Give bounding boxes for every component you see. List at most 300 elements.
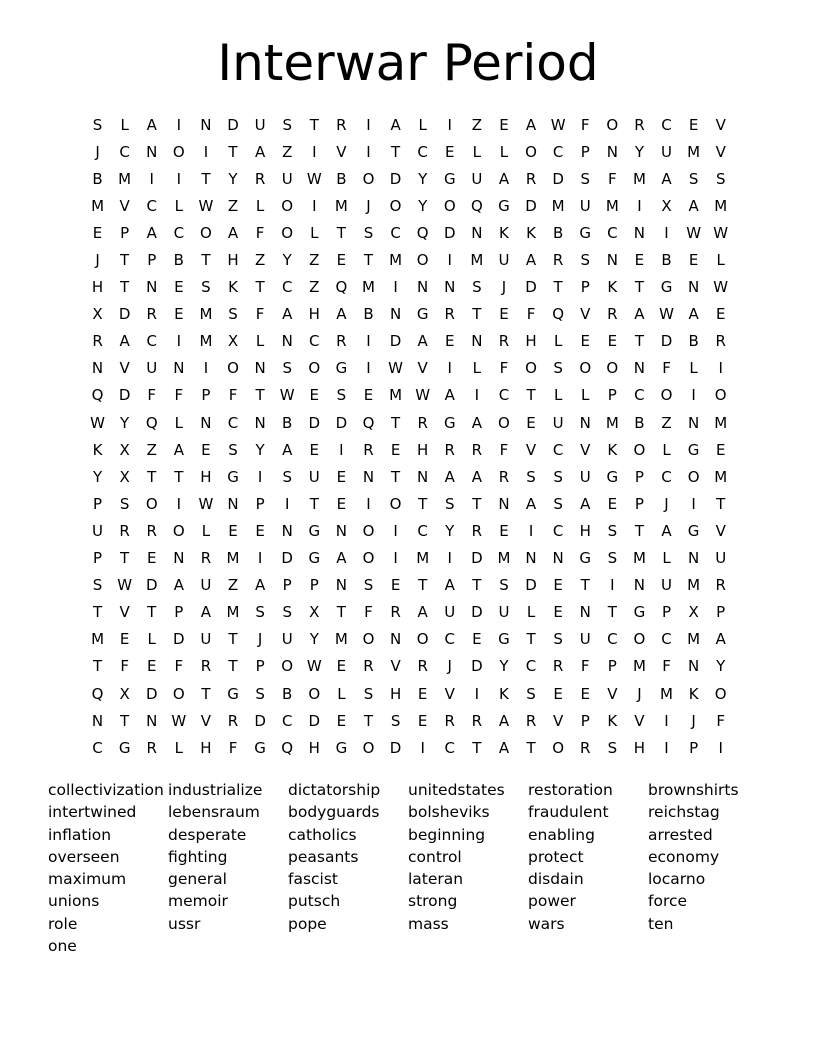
grid-letter: A	[336, 549, 347, 568]
grid-letter: E	[553, 576, 563, 595]
grid-letter: P	[689, 738, 699, 757]
grid-letter: T	[580, 576, 590, 595]
grid-letter: G	[443, 169, 456, 188]
grid-letter: T	[634, 332, 644, 351]
grid-letter: C	[444, 630, 455, 649]
grid-letter: P	[607, 657, 617, 676]
grid-letter: N	[633, 576, 646, 595]
word-list-item: beginning	[408, 825, 486, 844]
grid-letter: F	[228, 386, 238, 405]
grid-letter: N	[687, 413, 700, 432]
word-list-item: industrialize	[168, 781, 263, 799]
grid-letter: X	[92, 305, 103, 324]
grid-letter: D	[389, 169, 402, 188]
grid-letter: E	[146, 657, 157, 676]
grid-letter: O	[172, 142, 185, 161]
grid-letter: N	[389, 305, 402, 324]
grid-letter: L	[553, 332, 563, 351]
word-list-item: collectivization	[48, 781, 164, 799]
grid-letter: C	[661, 115, 672, 134]
grid-letter: N	[91, 711, 104, 730]
grid-letter: U	[579, 630, 591, 649]
grid-letter: B	[688, 332, 699, 351]
grid-letter: T	[418, 494, 428, 513]
grid-letter: A	[525, 115, 537, 134]
grid-letter: G	[254, 738, 266, 757]
grid-letter: N	[687, 657, 700, 676]
grid-letter: D	[227, 115, 239, 134]
grid-letter: M	[416, 549, 430, 568]
grid-letter: O	[687, 467, 700, 486]
grid-letter: E	[526, 413, 536, 432]
grid-letter: F	[255, 223, 265, 242]
grid-letter: O	[281, 196, 294, 215]
grid-letter: M	[226, 603, 240, 622]
word-list-item: unions	[48, 892, 100, 911]
grid-letter: S	[472, 278, 482, 297]
grid-letter: D	[389, 738, 402, 757]
grid-letter: L	[716, 251, 725, 270]
grid-letter: S	[282, 115, 292, 134]
word-list-item: general	[168, 870, 227, 889]
grid-letter: O	[552, 738, 565, 757]
grid-letter: N	[389, 630, 402, 649]
grid-letter: S	[715, 169, 726, 188]
grid-letter: H	[91, 278, 104, 297]
grid-letter: T	[390, 142, 401, 161]
grid-letter: I	[664, 711, 669, 730]
grid-letter: D	[308, 711, 321, 730]
grid-letter: T	[201, 684, 211, 703]
grid-letter: B	[336, 169, 347, 188]
grid-letter: W	[90, 413, 105, 432]
grid-letter: V	[580, 440, 591, 459]
grid-letter: V	[715, 115, 726, 134]
grid-letter: V	[634, 711, 645, 730]
grid-letter: K	[526, 223, 536, 242]
grid-letter: C	[552, 142, 564, 161]
grid-letter: U	[498, 603, 510, 622]
grid-letter: S	[499, 576, 509, 595]
grid-letter: J	[664, 494, 669, 513]
grid-letter: A	[282, 305, 293, 324]
grid-letter: P	[255, 494, 265, 513]
word-list-item: lebensraum	[168, 803, 260, 822]
grid-letter: U	[498, 251, 510, 270]
grid-letter: G	[606, 467, 619, 486]
grid-letter: T	[255, 386, 265, 405]
grid-letter: W	[713, 278, 729, 297]
grid-letter: Z	[471, 115, 482, 134]
grid-letter: G	[660, 278, 673, 297]
grid-letter: M	[687, 576, 701, 595]
grid-letter: Y	[255, 440, 265, 459]
grid-letter: N	[471, 332, 483, 351]
word-list-item: bodyguards	[288, 803, 380, 822]
grid-letter: O	[308, 684, 321, 703]
grid-letter: B	[282, 413, 293, 432]
grid-letter: S	[445, 494, 455, 513]
grid-letter: D	[173, 630, 185, 649]
grid-letter: T	[174, 467, 184, 486]
grid-letter: F	[120, 657, 129, 676]
grid-letter: R	[254, 169, 266, 188]
word-list-item: ussr	[168, 914, 201, 933]
grid-letter: C	[607, 223, 618, 242]
page-title: Interwar Period	[217, 34, 599, 92]
grid-letter: U	[715, 549, 727, 568]
grid-letter: T	[363, 251, 374, 270]
grid-letter: D	[145, 576, 158, 595]
grid-letter: R	[336, 115, 347, 134]
grid-letter: A	[525, 494, 537, 513]
grid-letter: I	[447, 251, 452, 270]
grid-letter: A	[200, 603, 212, 622]
grid-letter: U	[471, 169, 483, 188]
grid-letter: T	[120, 549, 130, 568]
word-list-item: enabling	[528, 825, 595, 844]
grid-letter: C	[552, 440, 564, 459]
grid-letter: K	[607, 278, 618, 297]
grid-letter: O	[145, 494, 158, 513]
grid-letter: C	[661, 630, 672, 649]
word-list-item: disdain	[528, 870, 584, 889]
grid-letter: O	[498, 413, 510, 432]
grid-letter: L	[120, 115, 129, 134]
grid-letter: A	[498, 711, 510, 730]
grid-letter: T	[228, 630, 238, 649]
grid-letter: F	[174, 386, 184, 405]
grid-letter: P	[147, 251, 157, 270]
grid-letter: T	[472, 576, 482, 595]
grid-letter: S	[363, 684, 374, 703]
grid-letter: R	[444, 440, 455, 459]
grid-letter: L	[201, 521, 211, 540]
grid-letter: N	[687, 549, 700, 568]
grid-letter: E	[336, 467, 347, 486]
grid-letter: R	[552, 657, 564, 676]
letter-grid	[84, 111, 734, 761]
grid-letter: T	[716, 494, 726, 513]
grid-letter: R	[634, 115, 645, 134]
word-list-item: unitedstates	[408, 781, 505, 799]
grid-letter: F	[499, 440, 509, 459]
grid-letter: F	[174, 657, 184, 676]
grid-letter: M	[632, 549, 646, 568]
grid-letter: T	[472, 494, 482, 513]
grid-letter: M	[714, 196, 728, 215]
grid-letter: A	[227, 223, 239, 242]
grid-letter: Z	[282, 142, 293, 161]
grid-letter: P	[716, 603, 726, 622]
grid-letter: X	[119, 684, 130, 703]
grid-letter: O	[362, 630, 375, 649]
grid-letter: L	[581, 386, 590, 405]
grid-letter: C	[525, 657, 537, 676]
grid-letter: R	[363, 440, 374, 459]
grid-letter: S	[607, 521, 618, 540]
grid-letter: B	[634, 413, 645, 432]
grid-letter: R	[498, 332, 510, 351]
grid-letter: O	[660, 386, 673, 405]
grid-letter: G	[227, 467, 239, 486]
word-list-item: one	[48, 937, 77, 956]
grid-letter: C	[417, 521, 428, 540]
grid-letter: M	[687, 142, 701, 161]
grid-letter: D	[525, 576, 537, 595]
grid-letter: L	[689, 359, 698, 378]
grid-letter: T	[363, 711, 374, 730]
grid-letter: S	[526, 684, 536, 703]
grid-letter: U	[281, 169, 293, 188]
grid-letter: S	[580, 251, 590, 270]
grid-letter: R	[417, 657, 428, 676]
grid-letter: M	[714, 467, 728, 486]
grid-letter: V	[200, 711, 212, 730]
word-list-item: inflation	[48, 825, 112, 844]
grid-letter: L	[418, 115, 427, 134]
grid-letter: E	[499, 521, 509, 540]
grid-letter: O	[172, 684, 185, 703]
grid-letter: L	[310, 223, 319, 242]
grid-letter: A	[471, 413, 482, 432]
grid-letter: N	[444, 278, 456, 297]
grid-letter: U	[444, 603, 456, 622]
word-list	[48, 779, 768, 957]
grid-letter: R	[363, 657, 374, 676]
grid-letter: I	[176, 494, 182, 513]
grid-letter: R	[227, 711, 239, 730]
grid-letter: V	[444, 684, 455, 703]
grid-letter: T	[120, 711, 130, 730]
grid-letter: U	[661, 576, 672, 595]
grid-letter: F	[255, 305, 265, 324]
grid-letter: I	[366, 142, 371, 161]
grid-letter: U	[254, 115, 266, 134]
grid-letter: E	[174, 278, 184, 297]
grid-letter: G	[498, 196, 510, 215]
grid-letter: D	[145, 684, 158, 703]
grid-letter: R	[715, 576, 726, 595]
grid-letter: U	[579, 467, 591, 486]
grid-letter: O	[714, 386, 727, 405]
grid-letter: Z	[146, 440, 157, 459]
grid-letter: S	[553, 494, 563, 513]
grid-letter: A	[390, 115, 401, 134]
grid-letter: K	[228, 278, 238, 297]
grid-letter: C	[390, 223, 401, 242]
grid-letter: S	[92, 115, 103, 134]
grid-letter: Q	[362, 413, 375, 432]
grid-letter: J	[257, 630, 263, 649]
grid-letter: T	[526, 386, 536, 405]
grid-letter: G	[308, 521, 321, 540]
word-list-item: wars	[528, 914, 565, 933]
grid-letter: E	[92, 223, 103, 242]
grid-letter: Z	[309, 278, 320, 297]
grid-letter: S	[255, 603, 265, 622]
grid-letter: A	[417, 332, 428, 351]
grid-letter: N	[471, 223, 483, 242]
grid-letter: P	[174, 603, 184, 622]
grid-letter: Z	[309, 251, 320, 270]
grid-letter: N	[200, 115, 212, 134]
grid-letter: B	[552, 223, 564, 242]
grid-letter: Q	[552, 305, 565, 324]
grid-letter: C	[92, 738, 103, 757]
grid-letter: K	[688, 684, 699, 703]
grid-letter: G	[687, 521, 700, 540]
grid-letter: I	[447, 115, 452, 134]
grid-letter: E	[580, 684, 590, 703]
grid-letter: W	[388, 359, 403, 378]
grid-letter: M	[687, 630, 701, 649]
grid-letter: O	[362, 169, 375, 188]
grid-letter: K	[607, 711, 618, 730]
grid-letter: W	[686, 223, 702, 242]
grid-letter: V	[119, 196, 130, 215]
grid-letter: K	[92, 440, 103, 459]
word-list-item: role	[48, 914, 78, 933]
grid-letter: I	[447, 549, 452, 568]
grid-letter: O	[200, 223, 212, 242]
grid-letter: V	[119, 603, 130, 622]
grid-letter: M	[660, 684, 673, 703]
grid-letter: E	[417, 684, 428, 703]
grid-letter: Y	[120, 413, 130, 432]
grid-letter: X	[661, 196, 672, 215]
grid-letter: D	[118, 305, 131, 324]
grid-letter: M	[632, 169, 646, 188]
grid-letter: N	[254, 413, 266, 432]
grid-letter: G	[118, 738, 131, 757]
grid-letter: L	[174, 196, 183, 215]
grid-letter: R	[498, 467, 510, 486]
grid-letter: S	[607, 549, 618, 568]
grid-letter: I	[420, 738, 425, 757]
grid-letter: E	[634, 251, 645, 270]
grid-letter: Y	[445, 521, 455, 540]
grid-letter: M	[226, 549, 240, 568]
grid-letter: M	[334, 196, 348, 215]
grid-letter: X	[119, 467, 130, 486]
grid-letter: T	[147, 467, 157, 486]
grid-letter: L	[662, 440, 671, 459]
grid-letter: U	[281, 630, 293, 649]
grid-letter: T	[526, 630, 536, 649]
grid-letter: W	[306, 657, 322, 676]
grid-letter: W	[659, 305, 674, 324]
grid-letter: G	[335, 359, 348, 378]
grid-letter: B	[363, 305, 374, 324]
grid-letter: W	[550, 115, 566, 134]
grid-letter: I	[257, 549, 263, 568]
grid-letter: A	[173, 576, 184, 595]
grid-letter: V	[525, 440, 537, 459]
grid-letter: V	[607, 684, 618, 703]
grid-letter: Y	[228, 169, 238, 188]
grid-letter: A	[254, 576, 266, 595]
grid-letter: M	[714, 413, 728, 432]
grid-letter: R	[92, 332, 103, 351]
grid-letter: V	[715, 142, 726, 161]
grid-letter: E	[201, 440, 211, 459]
grid-letter: O	[281, 657, 294, 676]
grid-letter: R	[200, 549, 212, 568]
grid-letter: Q	[145, 413, 158, 432]
grid-letter: R	[146, 738, 157, 757]
grid-letter: R	[471, 521, 483, 540]
grid-letter: T	[390, 467, 401, 486]
grid-letter: W	[198, 196, 214, 215]
grid-letter: C	[309, 332, 320, 351]
grid-letter: S	[228, 440, 238, 459]
grid-letter: O	[281, 223, 294, 242]
grid-letter: N	[91, 359, 104, 378]
grid-letter: I	[393, 278, 398, 297]
grid-letter: G	[227, 684, 239, 703]
grid-letter: C	[498, 386, 510, 405]
grid-letter: F	[662, 657, 671, 676]
grid-letter: T	[336, 223, 346, 242]
grid-letter: Q	[91, 684, 104, 703]
grid-letter: N	[606, 142, 618, 161]
grid-letter: N	[146, 711, 158, 730]
word-list-item: overseen	[48, 847, 120, 866]
grid-letter: Y	[92, 467, 103, 486]
grid-letter: T	[120, 278, 130, 297]
grid-letter: V	[417, 359, 428, 378]
grid-letter: V	[553, 711, 564, 730]
grid-letter: S	[580, 169, 590, 188]
grid-letter: E	[499, 305, 509, 324]
grid-letter: T	[92, 603, 103, 622]
grid-letter: I	[447, 359, 452, 378]
grid-letter: N	[525, 549, 537, 568]
grid-letter: F	[580, 115, 590, 134]
grid-letter: F	[364, 603, 373, 622]
grid-letter: P	[607, 386, 617, 405]
grid-letter: S	[553, 630, 563, 649]
grid-letter: U	[661, 142, 672, 161]
grid-letter: A	[282, 440, 293, 459]
grid-letter: T	[228, 657, 238, 676]
grid-letter: N	[579, 603, 591, 622]
grid-letter: Y	[634, 142, 644, 161]
grid-letter: O	[308, 359, 321, 378]
grid-letter: S	[282, 359, 292, 378]
grid-letter: W	[306, 169, 322, 188]
grid-letter: D	[525, 196, 537, 215]
grid-letter: G	[633, 603, 646, 622]
grid-letter: R	[336, 332, 347, 351]
grid-letter: U	[552, 413, 564, 432]
grid-letter: A	[444, 386, 455, 405]
grid-letter: B	[92, 169, 103, 188]
grid-letter: F	[526, 305, 536, 324]
grid-letter: L	[662, 549, 671, 568]
grid-letter: A	[661, 521, 672, 540]
grid-letter: L	[174, 738, 183, 757]
grid-letter: E	[499, 115, 509, 134]
word-list-item: protect	[528, 847, 584, 866]
grid-letter: H	[308, 305, 320, 324]
grid-letter: I	[691, 494, 696, 513]
grid-letter: P	[580, 711, 590, 730]
grid-letter: N	[606, 251, 618, 270]
grid-letter: G	[443, 413, 456, 432]
grid-letter: E	[580, 332, 590, 351]
